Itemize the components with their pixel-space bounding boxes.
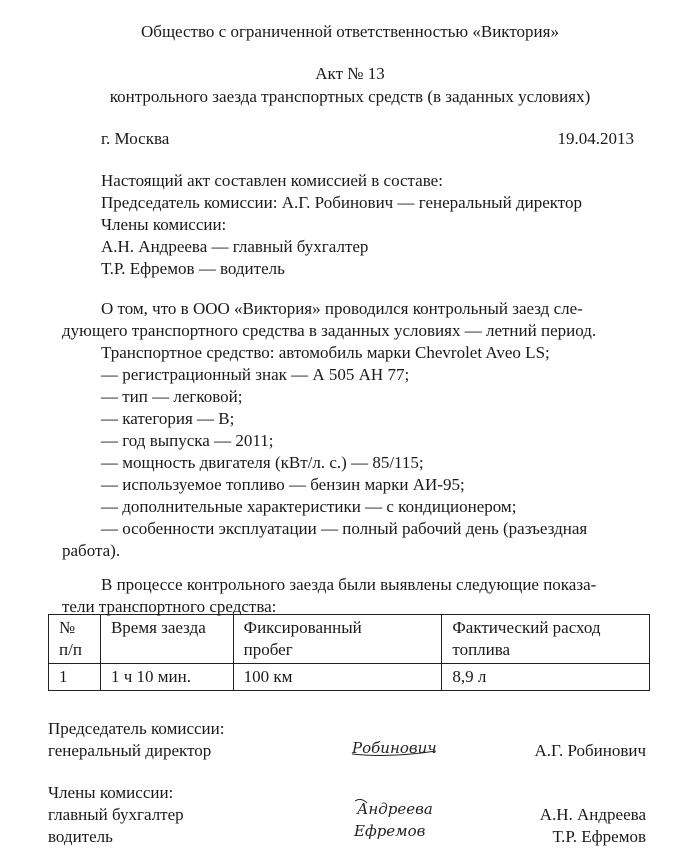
member2-signature-image	[352, 817, 442, 843]
member2-name: Т.Р. Ефремов	[552, 827, 646, 846]
commission-members-label: Члены комиссии:	[101, 215, 227, 234]
members-label: Члены комиссии:	[48, 783, 174, 802]
chair-name: А.Г. Робинович	[534, 741, 646, 760]
member2-signature: Ефремов	[354, 822, 426, 840]
table-cell: 1 ч 10 мин.	[100, 664, 233, 691]
chair-signature: Робинович	[352, 739, 437, 757]
act-subtitle: контрольного заезда транспортных средств (в заданных условиях)	[109, 87, 591, 106]
organization-name: Общество с ограниченной ответственностью «Виктория»	[141, 22, 559, 41]
table-cell: 100 км	[233, 664, 442, 691]
commission-member: А.Н. Андреева — главный бухгалтер	[101, 237, 369, 256]
metrics-table	[48, 614, 650, 691]
paragraph-line: О том, что в ООО «Виктория» проводился контрольный заезд сле-	[101, 299, 583, 318]
act-date: 19.04.2013	[557, 129, 634, 148]
vehicle-line: Транспортное средство: автомобиль марки Chevrolet Aveo LS;	[101, 343, 550, 362]
member1-name: А.Н. Андреева	[539, 805, 646, 824]
spec-line: — год выпуска — 2011;	[101, 431, 274, 450]
table-header-cell: № п/п	[49, 615, 101, 664]
table-cell: 1	[49, 664, 101, 691]
spec-line: — используемое топливо — бензин марки АИ-95;	[101, 475, 465, 494]
table-header-row	[49, 615, 650, 664]
chair-position: генеральный директор	[48, 741, 212, 760]
commission-intro: Настоящий акт составлен комиссией в составе:	[101, 171, 443, 190]
table-header-cell: Фактический расход топлива	[442, 615, 650, 664]
spec-line: — тип — легковой;	[101, 387, 243, 406]
commission-member: Т.Р. Ефремов — водитель	[101, 259, 285, 278]
table-cell: 8,9 л	[442, 664, 650, 691]
table-header-cell: Время заезда	[100, 615, 233, 664]
spec-line: — мощность двигателя (кВт/л. с.) — 85/115;	[101, 453, 424, 472]
table-header-cell: Фиксированный пробег	[233, 615, 442, 664]
act-title: Акт № 13	[315, 64, 385, 83]
member1-signature: Андреева	[357, 800, 433, 818]
chair-signature-image	[350, 734, 440, 760]
spec-line: — категория — B;	[101, 409, 235, 428]
spec-line-continuation: работа).	[62, 541, 121, 560]
paragraph-line: тели транспортного средства:	[62, 597, 277, 616]
city: г. Москва	[101, 129, 170, 148]
member2-position: водитель	[48, 827, 113, 846]
table-row	[49, 664, 650, 691]
chair-label: Председатель комиссии:	[48, 719, 225, 738]
paragraph-line: дующего транспортного средства в заданных условиях — летний период.	[62, 321, 597, 340]
member1-position: главный бухгалтер	[48, 805, 184, 824]
paragraph-line: В процессе контрольного заезда были выявлены следующие показа-	[101, 575, 597, 594]
spec-line: — дополнительные характеристики — с кондиционером;	[101, 497, 517, 516]
spec-line: — регистрационный знак — А 505 АН 77;	[101, 365, 410, 384]
spec-line: — особенности эксплуатации — полный рабочий день (разъездная	[101, 519, 588, 538]
commission-chair: Председатель комиссии: А.Г. Робинович — генеральный директор	[101, 193, 582, 212]
